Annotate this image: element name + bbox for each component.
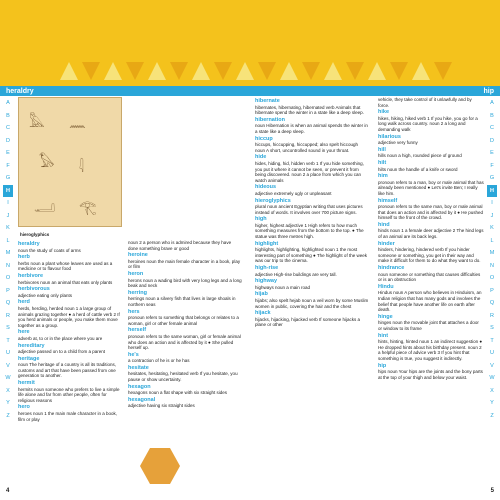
dictionary-entry (18, 405, 122, 422)
definition-text: highways noun a main road (255, 284, 311, 290)
headword: hint (378, 332, 389, 339)
alphabet-index-right (486, 97, 498, 497)
eye-glyph-icon: 𓂀 (79, 199, 97, 215)
picture-caption: hieroglyphics (20, 232, 50, 237)
headword: hind (378, 221, 390, 228)
definition-text: hilts noun the handle of a knife or sword (378, 166, 458, 172)
definition-text: heroines noun the main female character in a book, play or film (128, 258, 241, 270)
headword: hesitate (128, 364, 149, 371)
headword: hibernate (255, 98, 280, 104)
alphabet-letter: P (490, 287, 494, 294)
dictionary-entry (128, 253, 242, 270)
alphabet-letter: X (490, 387, 494, 394)
alphabet-index-left (2, 97, 14, 497)
alphabet-letter: P (6, 287, 10, 294)
definition-text: noun Hibernation is when an animal spends the winter in a state like a deep sleep. (255, 123, 368, 134)
definition-text: hinds noun 1 a female deer adjective 2 The hind legs of an animal are its back legs. (378, 228, 484, 240)
dictionary-entry (18, 255, 122, 272)
headword: hereditary (18, 342, 45, 349)
dictionary-entry (128, 310, 242, 327)
alphabet-letter: R (490, 312, 494, 319)
definition-text: hides, hiding, hid, hidden verb 1 If you hide something, you put it where it cannot be seen, or prevent it from being discovered. noun 2 a place from which you can watch animals (255, 160, 364, 183)
page-number-left: 4 (6, 488, 10, 494)
alphabet-letter: B (6, 112, 10, 119)
dictionary-entry (378, 199, 484, 221)
definition-text: hijabs; also spelt hejab noun a veil worn by some Muslim women in public, covering the hair and the chest (255, 298, 369, 309)
headword: hike (378, 109, 390, 116)
alphabet-letter: C (490, 125, 494, 132)
definition-text: adjective having six straight sides (128, 403, 195, 409)
definition-text: Hindus noun A person who believes in Hinduism, an Indian religion that has many gods and involves the belief that people have another life on earth after death. (378, 290, 482, 313)
headword: high-rise (255, 265, 279, 272)
headword: herbivore (18, 272, 44, 279)
headword: hero (18, 404, 30, 411)
dictionary-entry (18, 287, 122, 298)
entries-column-4 (378, 97, 484, 380)
dictionary-entry (128, 291, 242, 308)
headword: hieroglyphics (255, 197, 291, 204)
headword: hill (378, 146, 386, 153)
definition-text: pronoun refers to a man, boy or male animal that has already been mentioned ● Let's invite Ben; I really like him. (378, 179, 484, 196)
definition-text: pronoun refers to the same woman, girl or female animal who does an action and is affected by it ● She pulled herself up. (128, 333, 241, 351)
definition-text: hermits noun someone who prefers to live a simple life alone and far from other people, often for religious reasons (18, 386, 120, 403)
headword: hinge (378, 313, 393, 320)
alphabet-letter: W (489, 375, 495, 382)
wave-glyph-icon: 𓈖 (69, 114, 86, 130)
headword: herring (128, 289, 147, 296)
definition-text: hikes, hiking, hiked verb 1 If you hike, you go for a long walk across country. noun 2 a long and demanding walk (378, 115, 478, 132)
dictionary-entry (378, 110, 484, 132)
headword: high (255, 216, 267, 223)
dictionary-entry (378, 242, 484, 264)
headword: heritage (18, 355, 40, 362)
alphabet-letter: M (489, 250, 495, 257)
definition-text: hiccups, hiccupping, hiccupped; also spelt hiccough noun A short, uncontrolled sound in your throat. (255, 142, 359, 153)
definition-text: plural noun ancient Egyptian writing that uses pictures instead of words. It involves over 700 picture signs. (255, 204, 363, 215)
dictionary-entry (255, 99, 369, 116)
alphabet-letter: N (6, 262, 10, 269)
headword: here (18, 329, 30, 336)
alphabet-letter: K (6, 225, 10, 232)
alphabet-letter: S (6, 325, 10, 332)
dictionary-entry (18, 300, 122, 328)
hexagon-illustration (140, 448, 180, 484)
alphabet-letter: G (489, 175, 495, 182)
definition-text: hibernates, hibernating, hibernated verb Animals that hibernate spend the winter in a state like a deep sleep. (255, 104, 364, 116)
alphabet-letter: T (490, 337, 494, 344)
headword: heroine (128, 252, 148, 259)
dictionary-entry (378, 223, 484, 240)
dictionary-entry (378, 135, 484, 146)
dictionary-entry (378, 174, 484, 196)
hand-glyph-icon: 𓂝 (34, 199, 56, 215)
definition-text: vehicle, they take control of it unlawfully and by force. (378, 97, 472, 108)
headword: hijack (255, 310, 271, 317)
headword: herd (18, 299, 30, 306)
dictionary-entry (378, 97, 484, 108)
entries-column-1 (18, 240, 122, 422)
headword: hide (255, 154, 267, 161)
dictionary-entry (255, 217, 369, 239)
alphabet-letter: R (6, 312, 10, 319)
triangle-border (60, 62, 450, 84)
definition-text: heroes noun 1 the main male character in a book, film or play (18, 411, 118, 422)
page-number-right: 5 (490, 488, 494, 494)
definition-text: a contraction of he is or he has (128, 358, 190, 364)
left-guide-word: heraldry (6, 87, 34, 95)
definition-text: adjective passed on to a child from a parent (18, 349, 106, 355)
definition-text: noun The heritage of a country is all its traditions, customs and art that have been passed from one generation to another. (18, 362, 116, 379)
alphabet-letter: L (6, 237, 10, 244)
headword: hideous (255, 184, 277, 191)
dictionary-entry (128, 398, 242, 409)
alphabet-letter: S (490, 325, 494, 332)
dictionary-entry (18, 357, 122, 379)
dictionary-entry (18, 344, 122, 355)
dictionary-entry (18, 381, 122, 403)
alphabet-letter: I (7, 200, 9, 207)
dictionary-entry (255, 311, 369, 328)
definition-text: adjective eating only plants (18, 292, 73, 298)
alphabet-letter: X (6, 387, 10, 394)
alphabet-letter: N (490, 262, 494, 269)
reed-glyph-icon: 𓇋 (79, 159, 84, 175)
alphabet-letter: O (489, 275, 495, 282)
dictionary-entry (378, 364, 484, 381)
alphabet-letter: A (6, 100, 10, 107)
definition-text: noun 2 a person who is admired because they have done something brave or good (128, 240, 232, 251)
alphabet-letter: O (5, 275, 11, 282)
dictionary-entry (255, 118, 369, 135)
headword: hibernation (255, 116, 285, 123)
dictionary-entry (255, 155, 369, 183)
right-guide-word: hip (483, 87, 494, 95)
headword: highlight (255, 240, 279, 247)
headword: hiccup (255, 135, 273, 142)
alphabet-letter: Z (6, 412, 10, 419)
definition-text: hexagons noun a flat shape with six straight sides (128, 390, 228, 396)
headword: heron (128, 270, 144, 277)
alphabet-letter: U (6, 350, 10, 357)
headword: hexagon (128, 383, 151, 390)
alphabet-letter: C (6, 125, 10, 132)
entries-column-2 (128, 240, 242, 409)
definition-text: herbivores noun an animal that eats only plants (18, 279, 113, 285)
alphabet-letter: Z (490, 412, 494, 419)
definition-text: higher, highest adjective 1 High refers to how much something measures from the bottom to the top. ● The statue was three metres high. (255, 222, 364, 240)
definition-text: adverb at, to or in the place where you are (18, 335, 103, 341)
dictionary-entry (255, 199, 369, 216)
alphabet-letter: F (490, 162, 494, 169)
headword: him (378, 173, 388, 180)
alphabet-letter: V (6, 362, 10, 369)
alphabet-letter: E (490, 150, 494, 157)
definition-text: pronoun refers to something that belongs or relates to a woman, girl or other female animal (128, 315, 239, 326)
dictionary-entry (378, 315, 484, 332)
definition-text: herons noun a wading bird with very long legs and a long beak and neck (128, 277, 242, 289)
headword: himself (378, 197, 398, 204)
alphabet-letter: J (6, 212, 10, 219)
alphabet-letter: I (491, 200, 493, 207)
headword: herb (18, 254, 30, 261)
dictionary-entry (128, 328, 242, 350)
alphabet-letter: M (5, 250, 11, 257)
definition-text: noun someone or something that causes difficulties or is an obstruction (378, 271, 481, 283)
hieroglyphics-picture (18, 97, 122, 227)
alphabet-letter: W (5, 375, 11, 382)
dictionary-entry (128, 240, 242, 251)
page-header (0, 86, 500, 96)
alphabet-letter: T (6, 337, 10, 344)
headword: hindrance (378, 265, 405, 272)
headword: Hindu (378, 283, 394, 290)
dictionary-entry (255, 279, 369, 290)
alphabet-letter: D (490, 137, 494, 144)
definition-text: herrings noun a silvery fish that lives in large shoals in northern seas (128, 296, 236, 307)
alphabet-letter: Y (490, 400, 494, 407)
alphabet-letter: D (6, 137, 10, 144)
definition-text: hinders, hindering, hindered verb If you hinder someone or something, you get in their way and make it difficult for them to do what they want to do. (378, 247, 481, 264)
headword: hinder (378, 240, 395, 247)
bird-glyph-icon: 𓅓 (29, 114, 45, 130)
alphabet-letter: B (490, 112, 494, 119)
alphabet-letter: G (5, 175, 11, 182)
dictionary-entry (255, 266, 369, 277)
entries-column-3 (255, 97, 369, 328)
alphabet-letter: U (490, 350, 494, 357)
dictionary-entry (18, 330, 122, 341)
dictionary-entry (18, 274, 122, 285)
dictionary-entry (255, 185, 369, 196)
alphabet-letter: Q (5, 300, 11, 307)
headword: hip (378, 362, 387, 369)
definition-text: adjective High-rise buildings are very tall. (255, 271, 337, 277)
definition-text: highlights, highlighting, highlighted noun 1 the most interesting part of something ● The highlight of the week was our trip to the cinema. (255, 247, 367, 264)
alphabet-letter: E (6, 150, 10, 157)
dictionary-entry (128, 353, 242, 364)
dictionary-entry (378, 266, 484, 283)
alphabet-letter: Q (489, 300, 495, 307)
headword: highway (255, 278, 278, 285)
alphabet-letter: H (487, 185, 497, 198)
dictionary-entry (255, 242, 369, 264)
definition-text: adjective very funny (378, 140, 418, 146)
dictionary-entry (128, 385, 242, 396)
alphabet-letter: F (6, 162, 10, 169)
alphabet-letter: H (3, 185, 13, 198)
definition-text: hills noun a high, rounded piece of ground (378, 153, 462, 159)
alphabet-letter: L (490, 237, 494, 244)
definition-text: herds, herding, herded noun 1 a large group of animals grazing together ● a herd of cattle verb 2 If you herd animals or people, you make them move together as a group. (18, 305, 120, 328)
dictionary-entry (378, 161, 484, 172)
headword: he's (128, 351, 139, 358)
alphabet-letter: Y (6, 400, 10, 407)
dictionary-entry (378, 285, 484, 313)
dictionary-entry (378, 334, 484, 362)
alphabet-letter: K (490, 225, 494, 232)
headword: hermit (18, 380, 35, 387)
dictionary-entry (18, 242, 122, 253)
alphabet-letter: V (490, 362, 494, 369)
headword: heraldry (18, 241, 40, 247)
definition-text: noun the study of coats of arms (18, 247, 81, 253)
definition-text: herbs noun a plant whose leaves are used as a medicine or to flavour food (18, 260, 113, 272)
definition-text: hints, hinting, hinted noun 1 an indirect suggestion ● He dropped hints about his birthday present. noun 2 a helpful piece of advice verb 3 If you hint that something is true, you suggest it indirectly. (378, 339, 483, 361)
headword: hilarious (378, 133, 401, 140)
headword: hijab (255, 291, 268, 298)
dictionary-entry (255, 292, 369, 309)
dictionary-entry (378, 148, 484, 159)
dictionary-entry (128, 272, 242, 289)
headword: herself (128, 327, 147, 334)
headword: herbivorous (18, 286, 50, 293)
definition-text: pronoun refers to the same man, boy or male animal that does an action and is affected by it ● He pushed himself to the front of the crowd. (378, 204, 483, 221)
alphabet-letter: J (490, 212, 494, 219)
headword: hexagonal (128, 396, 156, 403)
dictionary-entry (128, 366, 242, 383)
definition-text: adjective extremely ugly or unpleasant (255, 190, 332, 196)
definition-text: hijacks, hijacking, hijacked verb If someone hijacks a plane or other (255, 316, 361, 328)
alphabet-letter: A (490, 100, 494, 107)
headword: hilt (378, 159, 387, 166)
definition-text: hinges noun the movable joint that attaches a door or window to its frame (378, 320, 479, 331)
bird-glyph-icon: 𓅃 (39, 154, 55, 170)
dictionary-entry (255, 137, 369, 154)
headword: hers (128, 308, 140, 315)
definition-text: hesitates, hesitating, hesitated verb If you hesitate, you pause or show uncertainty. (128, 371, 238, 383)
definition-text: hips noun Your hips are the joints and the bony parts at the top of your thigh and below your waist. (378, 369, 483, 380)
